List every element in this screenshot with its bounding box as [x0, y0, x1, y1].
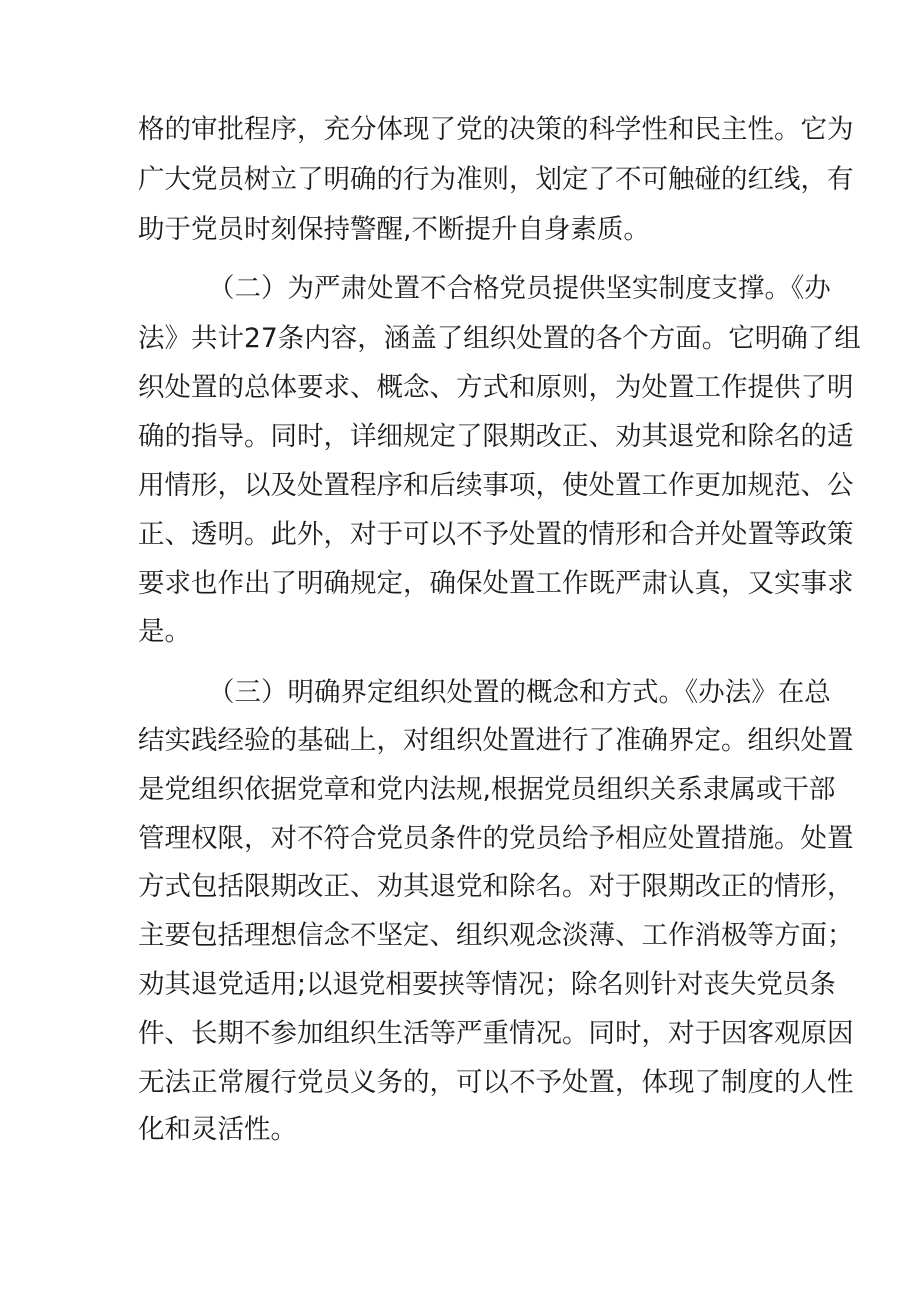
text-line: 主要包括理想信念不坚定、组织观念淡薄、工作消极等方面；: [138, 920, 854, 951]
text-line: 正、透明。此外，对于可以不予处置的情形和合并处置等政策: [138, 519, 854, 550]
text-line: 法》共计27条内容，涵盖了组织处置的各个方面。它明确了组: [138, 323, 861, 354]
text-line: 结实践经验的基础上，对组织处置进行了准确界定。组织处置: [138, 725, 854, 756]
text-line: 无法正常履行党员义务的，可以不予处置，体现了制度的人性: [138, 1067, 854, 1098]
text-line: 用情形，以及处置程序和后续事项，使处置工作更加规范、公: [138, 470, 854, 501]
text-line: 劝其退党适用;以退党相要挟等情况；除名则针对丧失党员条: [138, 969, 836, 1000]
text-line: 助于党员时刻保持警醒,不断提升自身素质。: [138, 214, 650, 245]
text-line: 管理权限，对不符合党员条件的党员给予相应处置措施。处置: [138, 823, 854, 854]
paragraph-heading-line: （三）明确界定组织处置的概念和方式。《办法》在总: [208, 677, 831, 708]
text-line: 织处置的总体要求、概念、方式和原则，为处置工作提供了明: [138, 372, 854, 403]
text-line: 是党组织依据党章和党内法规,根据党员组织关系隶属或干部: [138, 774, 836, 805]
text-line: 要求也作出了明确规定，确保处置工作既严肃认真，又实事求: [138, 568, 854, 599]
text-line: 是。: [138, 616, 191, 647]
text-line: 广大党员树立了明确的行为准则，划定了不可触碰的红线，有: [138, 164, 854, 195]
text-line: 化和灵活性。: [138, 1114, 297, 1145]
paragraph-heading-line: （二）为严肃处置不合格党员提供坚实制度支撑。《办: [208, 273, 831, 304]
text-line: 方式包括限期改正、劝其退党和除名。对于限期改正的情形，: [138, 871, 854, 902]
text-line: 确的指导。同时，详细规定了限期改正、劝其退党和除名的适: [138, 421, 854, 452]
text-line: 件、长期不参加组织生活等严重情况。同时，对于因客观原因: [138, 1018, 854, 1049]
text-line: 格的审批程序，充分体现了党的决策的科学性和民主性。它为: [138, 114, 854, 145]
